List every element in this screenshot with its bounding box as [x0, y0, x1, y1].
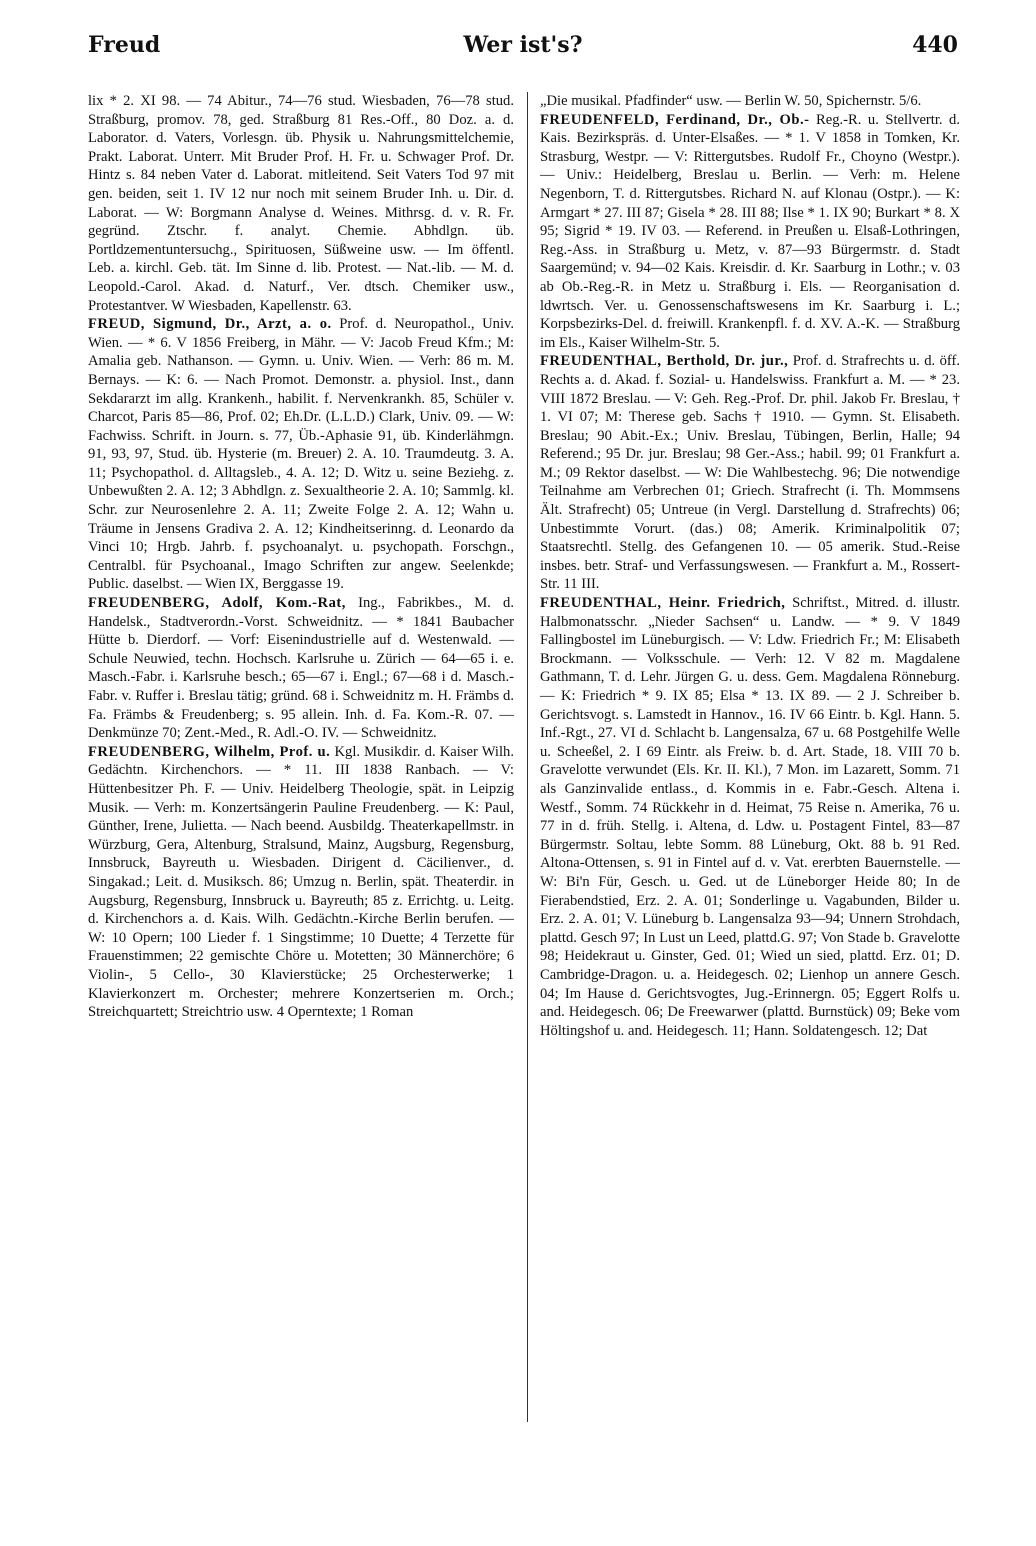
column-divider	[527, 92, 528, 1422]
biography-entry	[540, 352, 960, 594]
left-column	[88, 92, 514, 1022]
entry-text: Prof. d. Neuropathol., Univ. Wien. — * 6. V 1856 Freiberg, in Mähr. — V: Jacob Freud Kfm.; M: Amalia geb. Nathanson. — Gymn. u. Univ. Wien. — Verh: 86 m. M. Bernays. — K: 6. — Nach Promot. Demonstr. a. physiol. Inst., dann Sekdararzt im allg. Krankenh., habilit. f. Nervenkrankh. 85, Schüler v. Charcot, Paris 85—86, Prof. 02; Eh.Dr. (L.L.D.) Clark, Univ. 09. — W: Fachwiss. Schrift. in Journ. s. 77, Üb.-Aphasie 91, üb. Kinderlähmgn. 91, 93, 97, Stud. üb. Hysterie (m. Breuer) 2. A. 10. Traumdeutg. 3. A. 11; Psychopathol. d. Alltagsleb., 4. A. 12; D. Witz u. seine Beziehg. z. Unbewußten 2. A. 12; 3 Abhdlgn. z. Sexualtheorie 2. A. 10; Sammlg. kl. Schr. zur Neurosenlehre 2. A. 11; Zweite Folge 2. A. 12; Wahn u. Träume in Jensens Gradiva 2. A. 12; Kindheitserinng. d. Leonardo da Vinci 10; Hrgb. Jahrb. f. psychoanalyt. u. psychopath. Forschgn., Centralbl. für Psychoanal., Imago Schriften zur angew. Seelenkde; Public. daselbst. — Wien IX, Berggasse 19.	[88, 316, 514, 593]
entry-name: FREUDENBERG, Adolf, Kom.-Rat,	[88, 595, 346, 612]
entry-text: „Die musikal. Pfadfinder“ usw. — Berlin W. 50, Spichernstr. 5/6.	[540, 93, 922, 109]
biography-entry	[540, 111, 960, 353]
entry-name: FREUDENTHAL, Heinr. Friedrich,	[540, 595, 786, 612]
entry-name: FREUD, Sigmund, Dr., Arzt, a. o.	[88, 316, 332, 333]
entry-text: lix * 2. XI 98. — 74 Abitur., 74—76 stud. Wiesbaden, 76—78 stud. Straßburg, promov. 78, ged. Straßburg 81 Res.-Off., 80 Doz. a. d. Laborator. d. Vaters, Vorlesgn. üb. Physik u. Nahrungsmittelchemie, Prakt. Laborat. Unterr. Mit Bruder Prof. H. Fr. u. Schwager Prof. Dr. Hintz s. 84 neben Vater d. Laborat. mitleitend. Seit Vaters Tod 97 mit gen. beiden, seit 1. IV 12 nur noch mit seinem Bruder Inh. u. Dir. d. Laborat. — W: Borgmann Analyse d. Weines. Mithrsg. d. v. R. Fr. gegründ. Ztschr. f. analyt. Chemie. Abhdlgn. üb. Portldzementuntersuchg., Spirituosen, Süßweine usw. — Im öffentl. Leb. a. kirchl. Geb. tät. Im Sinne d. lib. Protest. — Nat.-lib. — M. d. Leopold.-Carol. Akad. d. Naturf., Ver. dtsch. Chemiker usw., Protestantver. W Wiesbaden, Kapellenstr. 63.	[88, 93, 514, 314]
continued-entry-text	[88, 92, 514, 315]
entry-name: FREUDENFELD, Ferdinand, Dr., Ob.-	[540, 111, 810, 128]
page-number: 440	[912, 32, 958, 58]
right-column	[540, 92, 960, 1040]
biography-entry	[88, 594, 514, 743]
entry-text: Ing., Fabrikbes., M. d. Handelsk., Stadtverordn.-Vorst. Schweidnitz. — * 1841 Baubacher Hütte b. Dierdorf. — Vorf: Eisenindustrielle auf d. Westenwald. — Schule Neuwied, techn. Hochsch. Karlsruhe u. Zürich — 64—65 i. e. Masch.-Fabr. i. Karlsruhe besch.; 65—67 i. Engl.; 67—68 i d. Masch.-Fabr. v. Ruffer i. Breslau tätig; gründ. 68 i. Schweidnitz m. H. Främbs d. Fa. Främbs & Freudenberg; s. 95 allein. Inh. d. Fa. Kom.-R. 07. — Denkmünze 70; Zent.-Med., R. Adl.-O. IV. — Schweidnitz.	[88, 595, 514, 742]
continued-entry-text	[540, 92, 960, 111]
entry-name: FREUDENBERG, Wilhelm, Prof. u.	[88, 743, 331, 760]
entry-text: Kgl. Musikdir. d. Kaiser Wilh. Gedächtn. Kirchenchors. — * 11. III 1838 Ranbach. — V: Hüttenbesitzer Ph. F. — Univ. Heidelberg Theologie, spät. in Leipzig Musik. — Verh: m. Konzertsängerin Pauline Freudenberg. — K: Paul, Günther, Irene, Julietta. — Nach beend. Ausbildg. Theaterkapellmstr. in Würzburg, Gera, Altenburg, Stralsund, Mainz, Augsburg, Regensburg, Innsbruck, Bayreuth u. Wiesbaden. Dirigent d. Cäcilienver., d. Singakad.; Leit. d. Musiksch. 86; Umzug n. Berlin, spät. Theaterdir. in Augsburg, Regensburg, Innsbruck u. Bayreuth; 85 z. Errichtg. u. Leitg. d. Kirchenchors a. d. Kais. Wilh. Gedächtn.-Kirche Berlin berufen. — W: 10 Opern; 100 Lieder f. 1 Singstimme; 10 Duette; 4 Terzette für Frauenstimmen; 22 gemischte Chöre u. Motetten; 30 Männerchöre; 6 Violin-, 5 Cello-, 30 Klavierstücke; 25 Orchesterwerke; 1 Klavierkonzert m. Orchester; mehrere Konzertserien m. Orch.; Streichquartett; Streichtrio usw. 4 Operntexte; 1 Roman	[88, 743, 514, 1021]
entry-name: FREUDENTHAL, Berthold, Dr. jur.,	[540, 353, 789, 370]
biography-entry	[88, 743, 514, 1022]
entry-text: Reg.-R. u. Stellvertr. d. Kais. Bezirkspräs. d. Unter-Elsaßes. — * 1. V 1858 in Tomken, Kr. Strasburg, Westpr. — V: Rittergutsbes. Rudolf Fr., Choyno (Westpr.). — Univ.: Heidelberg, Breslau u. Berlin. — Verh: m. Helene Negenborn, T. d. Rittergutsbes. Richard N. auf Klonau (Ostpr.). — K: Armgart * 27. III 87; Gisela * 28. III 88; Ilse * 1. IX 90; Burkart * 8. X 95; Sigrid * 19. IV 03. — Referend. in Preußen u. Elsaß-Lothringen, Reg.-Ass. in Straßburg u. Metz, v. 87—93 Bürgermstr. d. Stadt Saargemünd; v. 94—02 Kais. Kreisdir. d. Kr. Saarburg in Lothr.; v. 03 ab Ob.-Reg.-R. in Metz u. Straßburg i. Els. — Reorganisation d. ldwrtsch. Ver. u. Genossenschaftswesens im Kr. Saarburg i. L.; Korpsbezirks-Del. d. freiwill. Krankenpfl. f. d. XV. A.-K. — Straßburg im Els., Kaiser Wilhelm-Str. 5.	[540, 111, 961, 351]
page-header	[88, 32, 958, 62]
entry-text: Schriftst., Mitred. d. illustr. Halbmonatsschr. „Nieder Sachsen“ u. Landw. — * 9. V 1849 Fallingbostel im Lüneburgisch. — V: Ldw. Friedrich Fr.; M: Elisabeth Brockmann. — Volksschule. — Verh: 12. V 82 m. Magdalene Gathmann, T. d. Lehr. Jürgen G. u. dess. Gem. Magdalena Rönneburg. — K: Friedrich * 9. IX 85; Elsa * 13. IX 89. — 2 J. Schreiber b. Gerichtsvogt. s. Lamstedt in Hannov., 16. IV 66 Eintr. b. Kgl. Hann. 5. Inf.-Rgt., 27. VI d. Schlacht b. Langensalza, 67 u. 68 Postgehilfe Welle u. Scheeßel, 2. I 69 Eintr. als Freiw. b. d. Art. Stade, 18. VIII 70 b. Gravelotte verwundet (Els. Kr. II. Kl.), 7 Mon. im Lazarett, Somm. 71 als Ganzinvalide entlass., d. Kommis in e. Fabr.-Gesch. Altena i. Westf., Somm. 74 Rückkehr in d. Heimat, 75 Reise n. Amerika, 76 u. 77 in d. früh. Stellg. i. Altena, d. Ldw. u. Postagent Fintel, 83—87 Bürgermstr. Soltau, lebte Somm. 88 Lüneburg, Okt. 88 b. 91 Red. Altona-Ottensen, s. 91 in Fintel auf d. v. Vat. ererbten Bauernstelle. — W: Bi'n Für, Gesch. u. Ged. ut de Lüneborger Heide 80; In de Fierabendstied, Erz. 2. A. 01; Sonderlinge u. Vagabunden, Bilder u. Erz. 2. A. 01; V. Lüneburg b. Langensalza 93—94; Unnern Strohdach, plattd. Gesch 97; In Lust un Leed, plattd.G. 97; Von Stade b. Gravelotte 98; Heidekraut u. Ginster, Ged. 01; Wied un sied, plattd. Erz. 01; D. Cambridge-Dragon. u. a. Heidegesch. 02; Lienhop un annere Gesch. 04; Im Hause d. Gerichtsvogtes, Jug.-Erinnergn. 05; Eggert Rolfs u. and. Heidegesch. 06; De Freewarwer (plattd. Burnstück) 09; Beke vom Höltingshof u. and. Heidegesch. 11; Hann. Soldatengesch. 12; Dat	[540, 595, 960, 1039]
biography-entry	[88, 315, 514, 594]
running-head-title: Wer ist's?	[463, 32, 583, 58]
entry-text: Prof. d. Strafrechts u. d. öff. Rechts a. d. Akad. f. Sozial- u. Handelswiss. Frankfurt a. M. — * 23. VIII 1872 Breslau. — V: Geh. Reg.-Prof. Dr. phil. Jakob Fr. Breslau, † 1. VI 07; M: Therese geb. Sachs † 1910. — Gymn. St. Elisabeth. Breslau; 90 Abit.-Ex.; Univ. Breslau, Tübingen, Berlin, Halle; 94 Referend.; 95 Dr. jur. Breslau; 98 Ger.-Ass.; habil. 99; 01 Frankfurt a. M.; 09 Rektor daselbst. — W: Die Wahlbestechg. 96; Die notwendige Teilnahme am Verbrechen 01; Griech. Strafrecht (i. Th. Mommsens Ält. Strafrecht) 05; Untreue (in Vergl. Darstellung d. Strafrechts) 06; Unbestimmte Vorurt. (das.) 08; Amerik. Kriminalpolitik 07; Staatsrechtl. Stellg. des Gefangenen 10. — 05 amerik. Stud.-Reise insbes. betr. Straf- und Verfassungswesen. — Frankfurt a. M., Rossert-Str. 11 III.	[540, 353, 960, 593]
running-head-left: Freud	[88, 32, 161, 58]
biography-entry	[540, 594, 960, 1040]
